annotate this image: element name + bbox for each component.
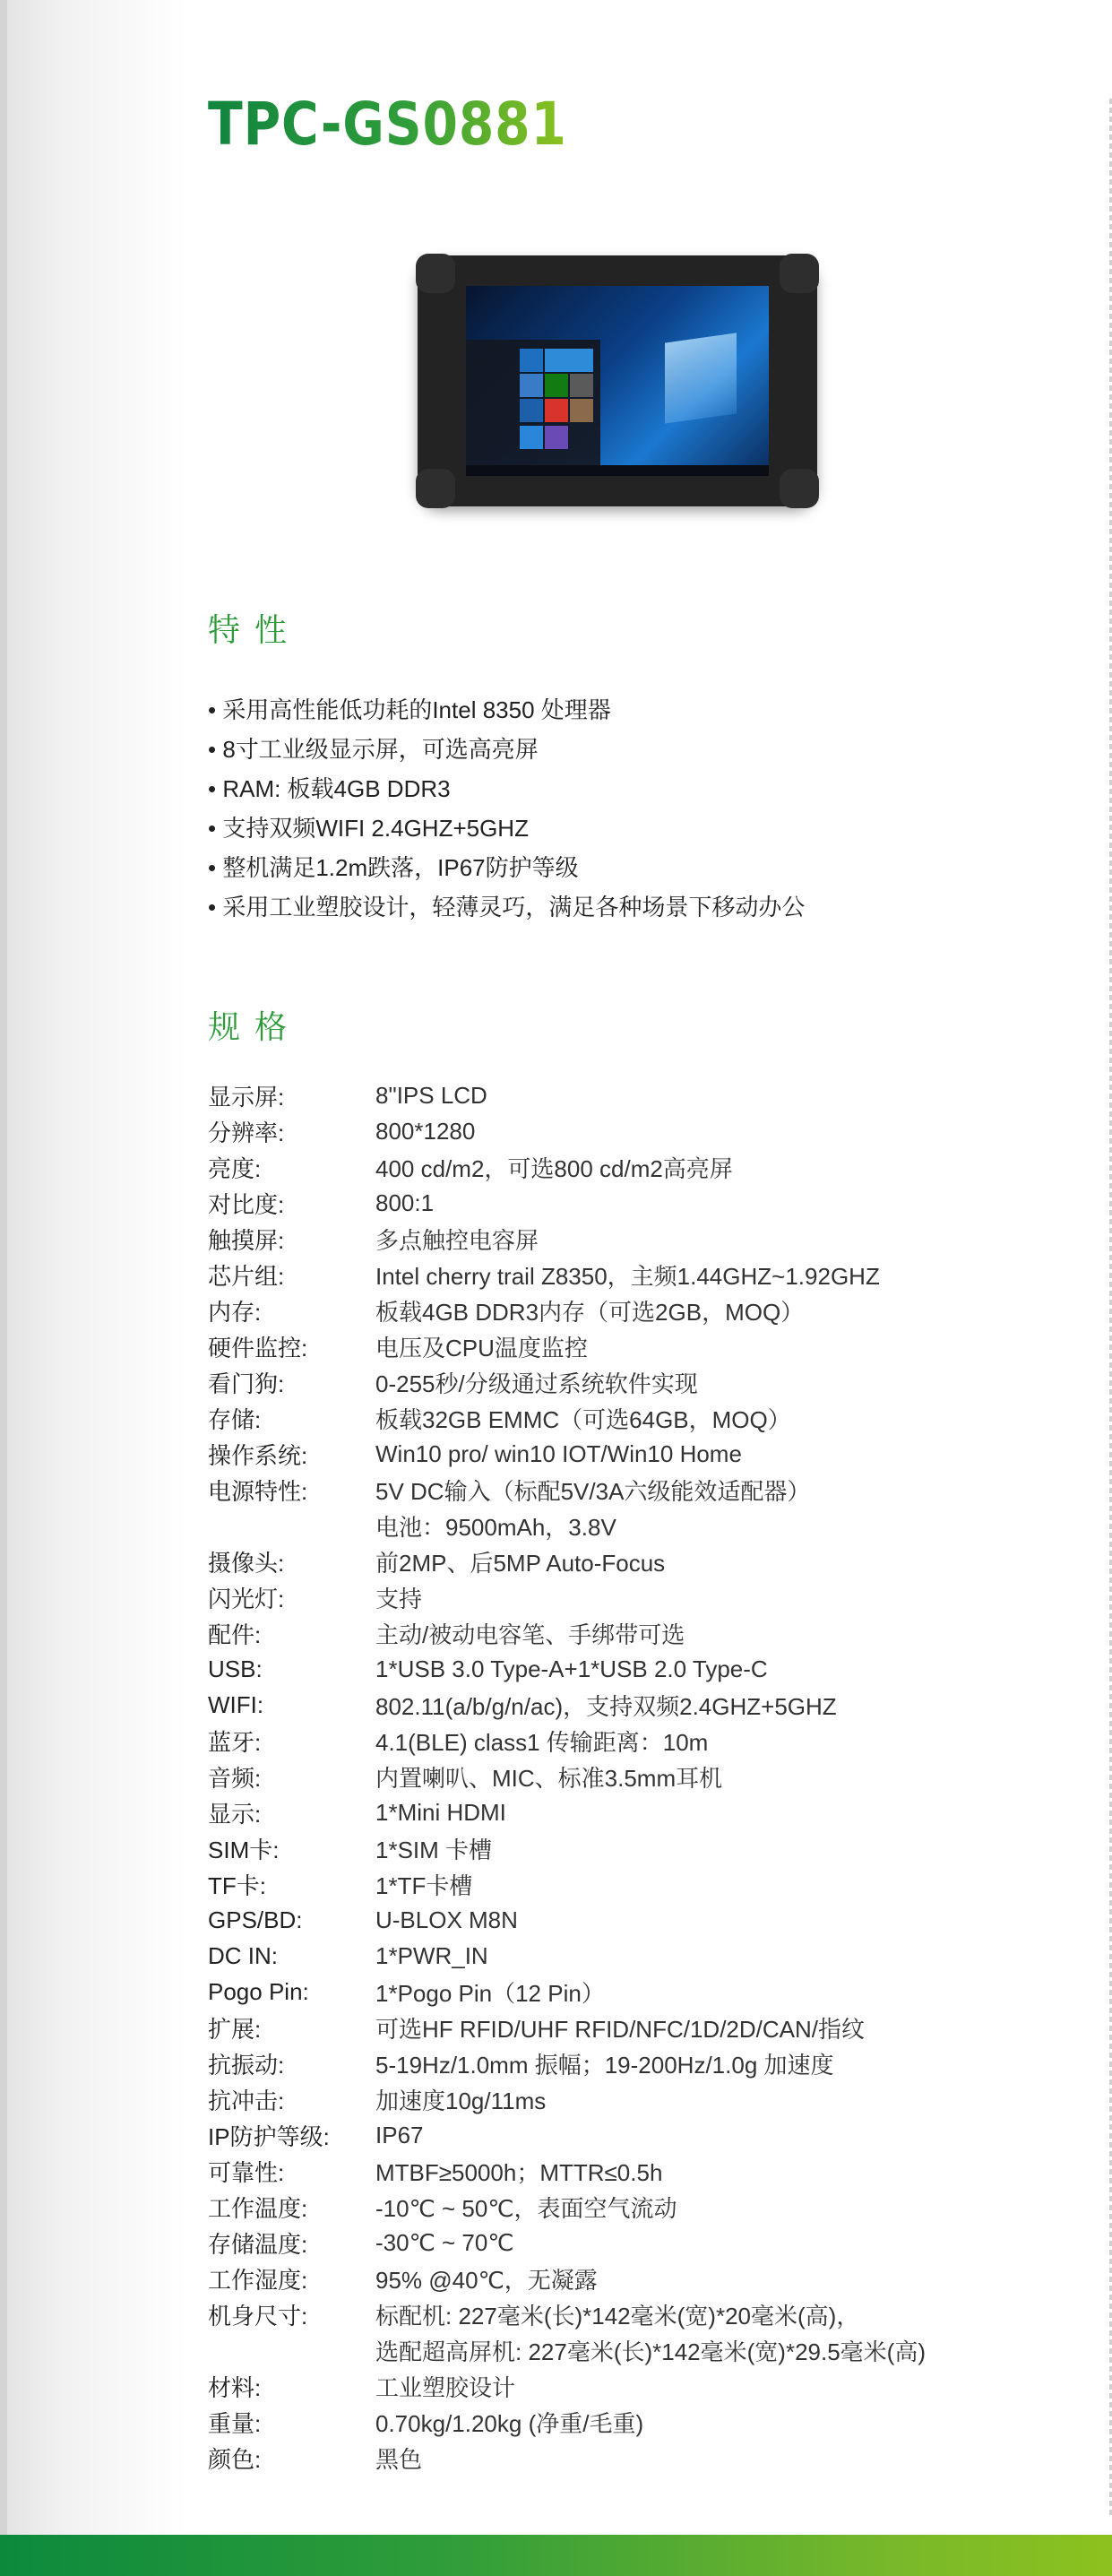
spec-value: IP67 xyxy=(375,2121,424,2148)
spec-label: 电源特性: xyxy=(208,1477,308,1505)
spec-value: 电池：9500mAh，3.8V xyxy=(375,1513,616,1541)
features-list xyxy=(208,690,805,927)
spec-value: 选配超高屏机: 227毫米(长)*142毫米(宽)*29.5毫米(高) xyxy=(375,2338,926,2365)
windows-logo-icon xyxy=(665,333,737,423)
spec-label: 分辨率: xyxy=(208,1119,285,1146)
spec-label: 机身尺寸: xyxy=(208,2302,308,2330)
spec-label: 对比度: xyxy=(208,1190,285,1218)
spec-value: 8"IPS LCD xyxy=(375,1081,487,1109)
tablet-screen xyxy=(466,286,769,476)
spec-label: 颜色: xyxy=(208,2445,262,2473)
spec-label: 闪光灯: xyxy=(208,1585,285,1612)
spec-label: 材料: xyxy=(208,2373,262,2401)
spec-value: 工业塑胶设计 xyxy=(375,2373,516,2401)
spec-value: -30℃ ~ 70℃ xyxy=(375,2228,514,2256)
spec-label: SIM卡: xyxy=(208,1836,280,1863)
spec-label: 操作系统: xyxy=(208,1441,308,1469)
spec-value: 标配机: 227毫米(长)*142毫米(宽)*20毫米(高)， xyxy=(375,2302,860,2330)
spec-row xyxy=(208,1938,926,1974)
spec-label: DC IN: xyxy=(208,1941,278,1969)
app-tile xyxy=(570,399,593,422)
spec-value: 0.70kg/1.20kg (净重/毛重) xyxy=(375,2409,644,2437)
spec-row xyxy=(208,2332,926,2368)
spec-value: -10℃ ~ 50℃，表面空气流动 xyxy=(375,2194,677,2222)
spec-row xyxy=(208,2153,926,2189)
spec-value: Intel cherry trail Z8350，主频1.44GHZ~1.92GHZ xyxy=(375,1262,880,1290)
product-title: TPC-GS0881 xyxy=(208,90,567,159)
spec-row xyxy=(208,1974,926,2010)
spec-value: 1*Pogo Pin（12 Pin） xyxy=(375,1979,605,2007)
app-tile xyxy=(520,399,543,422)
spec-label: 亮度: xyxy=(208,1154,262,1182)
spec-row xyxy=(208,1400,926,1436)
spec-row xyxy=(208,1723,926,1759)
spec-row xyxy=(208,1328,926,1364)
spec-label: 芯片组: xyxy=(208,1262,285,1290)
spec-label: 抗冲击: xyxy=(208,2087,285,2114)
spec-value: 板载32GB EMMC（可选64GB，MOQ） xyxy=(375,1405,791,1433)
start-menu xyxy=(466,340,600,465)
spec-row xyxy=(208,1149,926,1185)
spec-value: U-BLOX M8N xyxy=(375,1906,518,1933)
spec-label: 内存: xyxy=(208,1298,262,1326)
spec-row xyxy=(208,1508,926,1543)
app-tile xyxy=(545,349,593,372)
spec-value: 1*SIM 卡槽 xyxy=(375,1836,493,1863)
spec-row xyxy=(208,1077,926,1113)
bumper-corner xyxy=(780,469,819,508)
app-tile xyxy=(545,374,568,397)
spec-row xyxy=(208,1257,926,1292)
feature-item: • 8寸工业级显示屏，可选高亮屏 xyxy=(208,736,539,763)
spec-label: 存储温度: xyxy=(208,2230,308,2258)
spec-label: USB: xyxy=(208,1655,263,1682)
spec-label: IP防护等级: xyxy=(208,2122,330,2150)
spec-value: 400 cd/m2，可选800 cd/m2高亮屏 xyxy=(375,1154,733,1182)
feature-item: • 整机满足1.2m跌落，IP67防护等级 xyxy=(208,854,579,881)
spec-value: 802.11(a/b/g/n/ac)，支持双频2.4GHZ+5GHZ xyxy=(375,1692,837,1720)
spec-row xyxy=(208,2260,926,2296)
spec-label: TF卡: xyxy=(208,1871,266,1899)
spec-label: 显示: xyxy=(208,1800,262,1828)
spec-row xyxy=(208,2368,926,2404)
spec-row xyxy=(208,1687,926,1723)
spec-row xyxy=(208,2117,926,2153)
spec-value: 支持 xyxy=(375,1585,423,1612)
spec-value: 95% @40℃，无凝露 xyxy=(375,2266,598,2294)
spec-row xyxy=(208,1543,926,1579)
spec-row xyxy=(208,1866,926,1902)
feature-item: • 支持双频WIFI 2.4GHZ+5GHZ xyxy=(208,815,529,842)
features-heading: 特性 xyxy=(208,612,302,649)
spec-label: 配件: xyxy=(208,1621,262,1648)
spec-row xyxy=(208,1436,926,1472)
app-tile xyxy=(520,349,543,372)
spec-value: 0-255秒/分级通过系统软件实现 xyxy=(375,1370,698,1397)
spec-label: 蓝牙: xyxy=(208,1728,262,1756)
spec-label: 触摸屏: xyxy=(208,1226,285,1254)
bumper-corner xyxy=(416,254,455,293)
app-tile xyxy=(545,399,568,422)
spec-row xyxy=(208,2296,926,2332)
spec-label: 重量: xyxy=(208,2409,262,2437)
specs-heading: 规格 xyxy=(208,1009,302,1046)
app-tile xyxy=(570,374,593,397)
spec-row xyxy=(208,1221,926,1257)
bumper-corner xyxy=(780,254,819,293)
spec-row xyxy=(208,2440,926,2476)
spec-value: 内置喇叭、MIC、标准3.5mm耳机 xyxy=(375,1764,723,1792)
spec-value: 可选HF RFID/UHF RFID/NFC/1D/2D/CAN/指纹 xyxy=(375,2015,866,2043)
spec-label: 看门狗: xyxy=(208,1370,285,1397)
spec-row xyxy=(208,1830,926,1866)
app-tile xyxy=(520,426,543,449)
spec-value: MTBF≥5000h；MTTR≤0.5h xyxy=(375,2158,663,2186)
spec-label: 工作温度: xyxy=(208,2194,308,2222)
spec-value: 黑色 xyxy=(375,2445,423,2473)
footer-gradient-bar xyxy=(0,2535,1112,2576)
spec-row xyxy=(208,1579,926,1615)
specs-table xyxy=(208,1077,926,2476)
spec-label: 工作湿度: xyxy=(208,2266,308,2294)
feature-item: • 采用高性能低功耗的Intel 8350 处理器 xyxy=(208,696,611,723)
bumper-corner xyxy=(416,469,455,508)
spec-value: 多点触控电容屏 xyxy=(375,1226,539,1254)
spec-row xyxy=(208,2404,926,2440)
spec-row xyxy=(208,1615,926,1651)
app-tile xyxy=(545,426,568,449)
spec-value: 1*USB 3.0 Type-A+1*USB 2.0 Type-C xyxy=(375,1655,768,1682)
spec-row xyxy=(208,1185,926,1221)
spec-row xyxy=(208,2225,926,2260)
spec-label: 扩展: xyxy=(208,2015,262,2043)
spec-row xyxy=(208,1651,926,1687)
taskbar xyxy=(466,465,769,476)
app-tile xyxy=(520,374,543,397)
spec-row xyxy=(208,2189,926,2225)
spec-label: 摄像头: xyxy=(208,1549,285,1577)
spec-row xyxy=(208,1364,926,1400)
spec-value: 1*Mini HDMI xyxy=(375,1798,506,1826)
spec-label: 音频: xyxy=(208,1764,262,1792)
spec-label: 抗振动: xyxy=(208,2051,285,2079)
spec-value: 800:1 xyxy=(375,1189,435,1216)
spec-value: 板载4GB DDR3内存（可选2GB，MOQ） xyxy=(375,1298,805,1326)
spec-row xyxy=(208,1794,926,1830)
spec-row xyxy=(208,1902,926,1938)
spec-row xyxy=(208,1113,926,1149)
spec-row xyxy=(208,1472,926,1508)
spec-value: 前2MP、后5MP Auto-Focus xyxy=(375,1549,666,1577)
spec-row xyxy=(208,1759,926,1794)
feature-item: • RAM: 板载4GB DDR3 xyxy=(208,775,451,802)
spec-value: 加速度10g/11ms xyxy=(375,2087,547,2114)
spec-row xyxy=(208,2081,926,2117)
spec-value: 4.1(BLE) class1 传输距离：10m xyxy=(375,1728,709,1756)
spec-value: 5V DC输入（标配5V/3A六级能效适配器） xyxy=(375,1477,811,1505)
spec-label: GPS/BD: xyxy=(208,1906,303,1933)
spec-label: WIFI: xyxy=(208,1690,264,1718)
spec-row xyxy=(208,1292,926,1328)
spec-label: 可靠性: xyxy=(208,2158,285,2186)
spec-label: 存储: xyxy=(208,1405,262,1433)
spec-row xyxy=(208,2010,926,2045)
tablet-product-image xyxy=(418,255,817,506)
spec-value: 800*1280 xyxy=(375,1117,476,1145)
spec-row xyxy=(208,2045,926,2081)
spec-label: 显示屏: xyxy=(208,1083,285,1111)
spec-value: 主动/被动电容笔、手绑带可选 xyxy=(375,1621,685,1648)
spec-value: 5-19Hz/1.0mm 振幅；19-200Hz/1.0g 加速度 xyxy=(375,2051,834,2079)
spec-value: Win10 pro/ win10 IOT/Win10 Home xyxy=(375,1439,742,1467)
left-edge-bar xyxy=(0,0,7,2576)
spec-label: 硬件监控: xyxy=(208,1334,308,1361)
spec-value: 1*PWR_IN xyxy=(375,1941,488,1969)
spec-value: 1*TF卡槽 xyxy=(375,1871,473,1899)
feature-item: • 采用工业塑胶设计，轻薄灵巧，满足各种场景下移动办公 xyxy=(208,894,806,921)
spec-label: Pogo Pin: xyxy=(208,1977,309,2005)
spec-value: 电压及CPU温度监控 xyxy=(375,1334,588,1361)
left-margin-shade xyxy=(0,0,188,2576)
